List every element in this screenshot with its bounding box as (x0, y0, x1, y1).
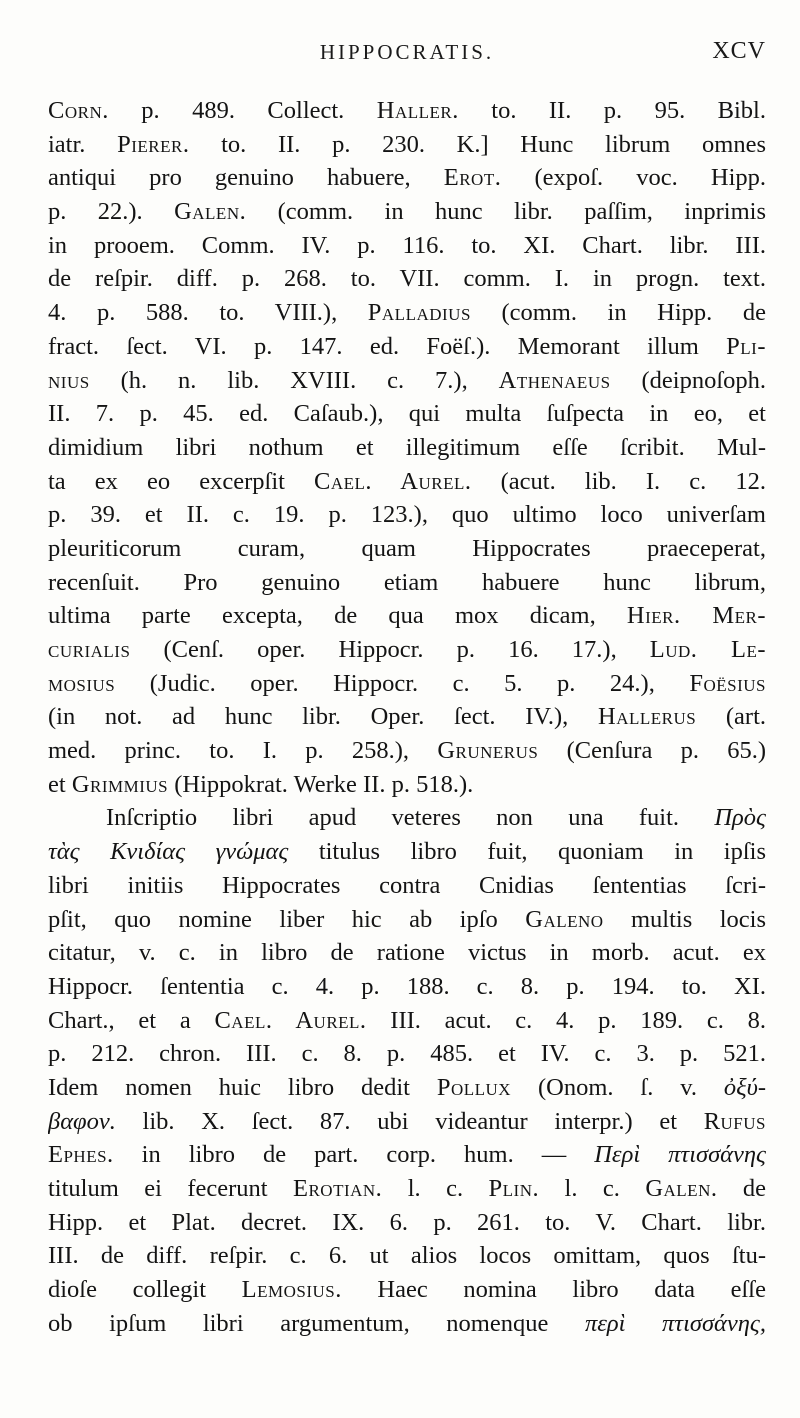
text-segment: Hippocr. ſententia c. 4. p. 188. c. 8. p. 194. to. XI. (48, 972, 766, 1000)
text-line (48, 229, 766, 263)
text-line (48, 296, 766, 330)
text-line (48, 1273, 766, 1307)
text-segment: lib. X. ſect. 87. ubi videantur interpr.) et (115, 1107, 704, 1135)
text-line (48, 364, 766, 398)
text-line (48, 1037, 766, 1071)
greek-phrase: Περὶ πτισσάνης (594, 1141, 766, 1169)
text-line (48, 161, 766, 195)
text-segment: Haec nomina libro data eſſe (341, 1276, 766, 1304)
text-line (48, 734, 766, 768)
text-segment: p. 39. et II. c. 19. p. 123.), quo ultimo loco univerſam (48, 501, 766, 529)
text-segment: to. II. p. 95. Bibl. (458, 97, 766, 124)
text-line (48, 700, 766, 734)
text-segment: titulum ei fecerunt (48, 1175, 293, 1202)
small-caps-name: Grunerus (437, 737, 539, 765)
small-caps-name: mosius (48, 669, 116, 697)
text-segment: Chart., et a (48, 1006, 215, 1034)
text-line (48, 1206, 766, 1240)
text-line (48, 532, 766, 566)
text-segment: de reſpir. diff. p. 268. to. VII. comm. I. in progn. text. (48, 265, 766, 293)
text-segment: p. 22.). (48, 198, 175, 226)
small-caps-name: Palladius (367, 299, 471, 327)
small-caps-name: Haller. (376, 97, 459, 124)
text-line (48, 1239, 766, 1273)
text-line (48, 835, 766, 869)
small-caps-name: Ephes. (48, 1141, 114, 1169)
text-segment: ob ipſum libri argumentum, nomenque (48, 1309, 585, 1337)
text-line (48, 903, 766, 937)
text-segment: (h. n. lib. XVIII. c. 7.), (89, 366, 499, 394)
text-line (48, 936, 766, 970)
body-text (48, 94, 766, 1340)
text-line (48, 498, 766, 532)
small-caps-name: nius (48, 366, 90, 394)
text-line (48, 465, 766, 499)
text-line (48, 970, 766, 1004)
page-header (48, 34, 766, 74)
text-segment: citatur, v. c. in libro de ratione victus in morb. acut. ex (48, 939, 766, 967)
text-line (48, 1071, 766, 1105)
greek-phrase: ὀξύ- (723, 1073, 766, 1101)
text-segment: recenſuit. Pro genuino etiam habuere hunc librum, (48, 568, 766, 596)
small-caps-name: Lemosius. (241, 1276, 342, 1304)
text-line (48, 1105, 766, 1139)
text-segment: (Onom. ſ. v. (511, 1073, 724, 1101)
small-caps-name: Cael. Aurel. (214, 1006, 367, 1034)
text-segment: (Cenſura p. 65.) (538, 737, 766, 765)
text-segment: med. princ. to. I. p. 258.), (48, 737, 438, 765)
text-line (48, 1004, 766, 1038)
text-line (48, 397, 766, 431)
text-line (48, 128, 766, 162)
text-segment: Idem nomen huic libro dedit (48, 1073, 437, 1101)
small-caps-name: Galen. (645, 1175, 718, 1202)
text-line (48, 330, 766, 364)
text-segment: et (48, 770, 72, 798)
text-segment: Hipp. et Plat. decret. IX. 6. p. 261. to. V. Chart. libr. (48, 1208, 766, 1236)
text-segment: iatr. (48, 130, 118, 158)
text-segment: (Cenſ. oper. Hippocr. p. 16. 17.), (130, 636, 650, 663)
text-segment: pſit, quo nomine liber hic ab ipſo (48, 905, 526, 933)
text-line (48, 869, 766, 903)
text-segment: in prooem. Comm. IV. p. 116. to. XI. Chart. libr. III. (48, 231, 766, 259)
small-caps-name: Hier. Mer- (626, 602, 766, 630)
text-segment: ultima parte excepta, de qua mox dicam, (48, 602, 627, 630)
text-segment: ta ex eo excerpſit (48, 467, 315, 495)
small-caps-name: Pli- (726, 332, 766, 360)
text-segment: multis locis (603, 905, 766, 933)
text-segment: (in not. ad hunc libr. Oper. ſect. IV.), (48, 703, 598, 731)
small-caps-name: Cael. Aurel. (314, 467, 472, 495)
text-segment: de (717, 1175, 766, 1202)
small-caps-name: Erot. (443, 164, 502, 192)
text-segment: p. 212. chron. III. c. 8. p. 485. et IV. c. 3. p. 521. (48, 1040, 766, 1068)
text-segment: libri initiis Hippocrates contra Cnidias ſententias ſcri- (48, 871, 766, 899)
greek-phrase: περὶ πτισσάνης, (584, 1309, 766, 1337)
text-segment: (comm. in hunc libr. paſſim, inprimis (246, 198, 766, 226)
small-caps-name: curialis (48, 636, 131, 663)
text-segment: fract. ſect. VI. p. 147. ed. Foëſ.). Memorant illum (48, 332, 727, 360)
small-caps-name: Lud. Le- (649, 636, 766, 663)
small-caps-name: Pierer. (117, 130, 190, 158)
text-line (48, 1172, 766, 1206)
text-segment: dimidium libri nothum et illegitimum eſſe ſcribit. Mul- (48, 433, 766, 461)
text-line (48, 801, 766, 835)
text-line (48, 431, 766, 465)
text-line (48, 195, 766, 229)
text-line (48, 667, 766, 701)
text-segment: p. 489. Collect. (108, 97, 377, 124)
text-line (48, 566, 766, 600)
greek-phrase: βαφον. (48, 1107, 116, 1135)
text-segment: (acut. lib. I. c. 12. (471, 467, 766, 495)
text-segment: II. 7. p. 45. ed. Caſaub.), qui multa ſuſpecta in eo, et (48, 400, 766, 428)
small-caps-name: Grimmius (71, 770, 169, 798)
text-segment: l. c. (382, 1175, 489, 1202)
text-segment: (expoſ. voc. Hipp. (501, 164, 766, 192)
text-segment: l. c. (539, 1175, 646, 1202)
text-segment: III. acut. c. 4. p. 189. c. 8. (366, 1006, 766, 1034)
text-segment: titulus libro fuit, quoniam in ipſis (288, 838, 766, 866)
text-segment: 4. p. 588. to. VIII.), (48, 299, 368, 327)
text-segment: (Judic. oper. Hippocr. c. 5. p. 24.), (115, 669, 690, 697)
text-segment: to. II. p. 230. K.] Hunc librum omnes (189, 130, 766, 158)
text-segment: (Hippokrat. Werke II. p. 518.). (168, 770, 474, 798)
small-caps-name: Galeno (525, 905, 604, 933)
page-number: XCV (712, 38, 766, 64)
text-line (48, 768, 766, 802)
small-caps-name: Foësius (689, 669, 766, 697)
greek-phrase: Πρὸς (714, 804, 766, 832)
small-caps-name: Galen. (174, 198, 247, 226)
small-caps-name: Rufus (703, 1107, 766, 1135)
text-segment: (deipnoſoph. (610, 366, 766, 394)
text-line (48, 633, 766, 667)
small-caps-name: Plin. (488, 1175, 540, 1202)
small-caps-name: Pollux (436, 1073, 512, 1101)
small-caps-name: Hallerus (598, 703, 697, 731)
text-line (48, 599, 766, 633)
text-segment: pleuriticorum curam, quam Hippocrates praeceperat, (48, 534, 766, 562)
text-segment: dioſe collegit (48, 1276, 242, 1304)
text-segment: III. de diff. reſpir. c. 6. ut alios locos omittam, quos ſtu- (48, 1242, 766, 1270)
greek-phrase: τὰς Κνιδίας γνώμας (48, 838, 289, 866)
text-segment: antiqui pro genuino habuere, (48, 164, 444, 192)
text-segment: Inſcriptio libri apud veteres non una fuit. (106, 804, 715, 832)
small-caps-name: Erotian. (293, 1175, 383, 1202)
text-line (48, 1307, 766, 1341)
text-segment: (art. (696, 703, 766, 731)
text-segment: in libro de part. corp. hum. — (113, 1141, 595, 1169)
running-head: HIPPOCRATIS. (319, 40, 495, 64)
text-line (48, 1138, 766, 1172)
text-segment: (comm. in Hipp. de (470, 299, 766, 327)
small-caps-name: Corn. (48, 97, 109, 124)
text-line (48, 94, 766, 128)
text-line (48, 262, 766, 296)
small-caps-name: Athenaeus (498, 366, 611, 394)
